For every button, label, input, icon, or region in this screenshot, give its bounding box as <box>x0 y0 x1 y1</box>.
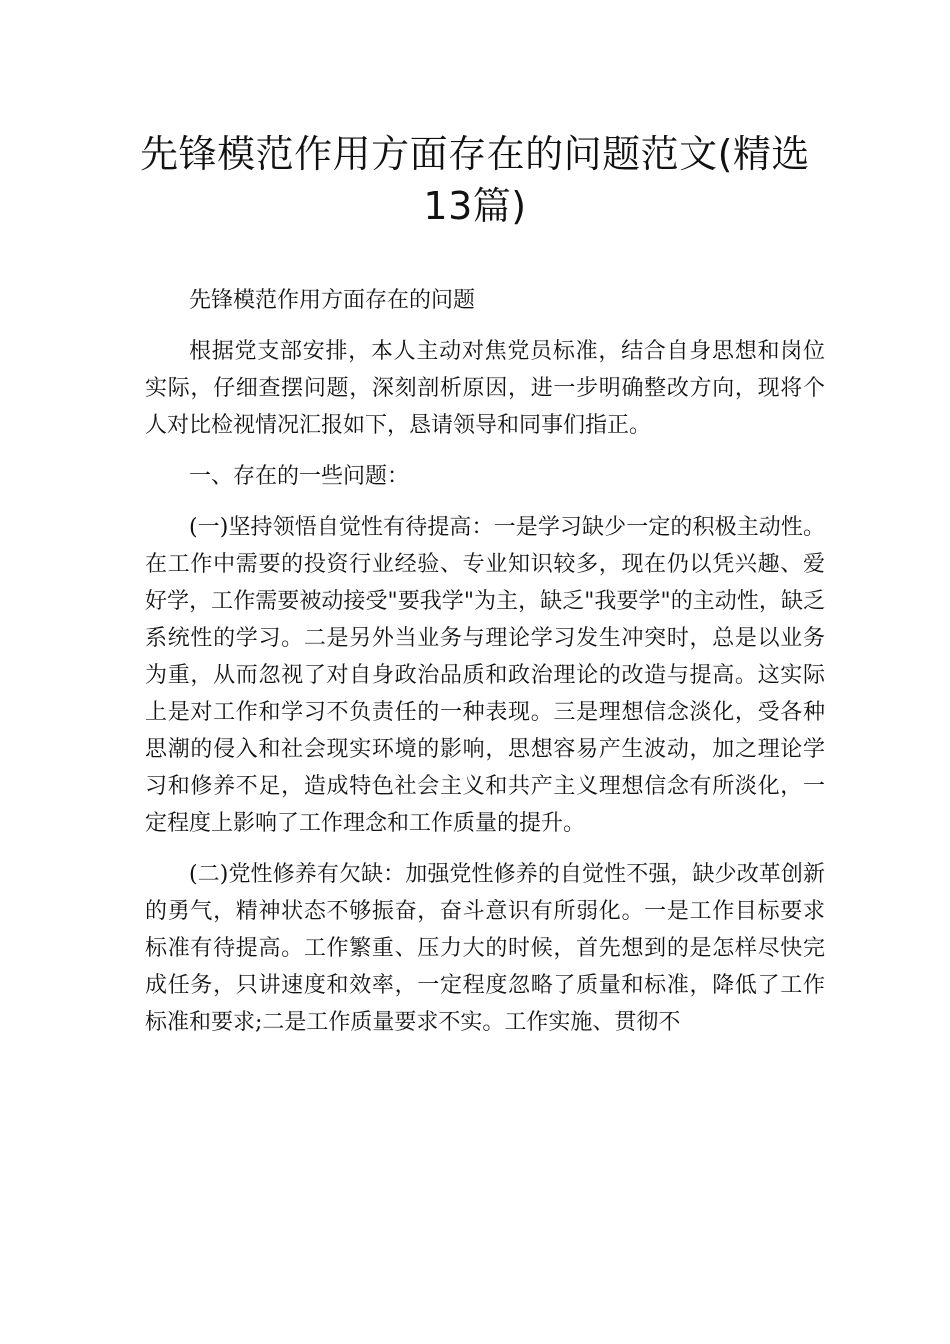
problem-two-paragraph: (二)党性修养有欠缺：加强党性修养的自觉性不强，缺少改革创新的勇气，精神状态不够振奋，奋斗意识有所弱化。一是工作目标要求标准有待提高。工作繁重、压力大的时候，首先想到的是怎样尽快完成任务，只讲速度和效率，一定程度忽略了质量和标准，降低了工作标准和要求;二是工作质量要求不实。工作实施、贯彻不 <box>145 862 825 1035</box>
document-body <box>145 282 825 1041</box>
intro-paragraph: 根据党支部安排，本人主动对焦党员标准，结合自身思想和岗位实际，仔细查摆问题，深刻剖析原因，进一步明确整改方向，现将个人对比检视情况汇报如下，恳请领导和同事们指正。 <box>145 339 825 438</box>
problems-heading: 一、存在的一些问题： <box>189 464 410 489</box>
problem-one-paragraph: (一)坚持领悟自觉性有待提高：一是学习缺少一定的积极主动性。在工作中需要的投资行业经验、专业知识较多，现在仍以凭兴趣、爱好学，工作需要被动接受"要我学"为主，缺乏"我要学"的主动性，缺乏系统性的学习。二是另外当业务与理论学习发生冲突时，总是以业务为重，从而忽视了对自身政治品质和政治理论的改造与提高。这实际上是对工作和学习不负责任的一种表现。三是理想信念淡化，受各种思潮的侵入和社会现实环境的影响，思想容易产生波动，加之理论学习和修养不足，造成特色社会主义和共产主义理想信念有所淡化，一定程度上影响了工作理念和工作质量的提升。 <box>145 515 825 836</box>
section-heading: 先锋模范作用方面存在的问题 <box>189 288 476 313</box>
document-title: 先锋模范作用方面存在的问题范文(精选13篇) <box>140 132 810 228</box>
